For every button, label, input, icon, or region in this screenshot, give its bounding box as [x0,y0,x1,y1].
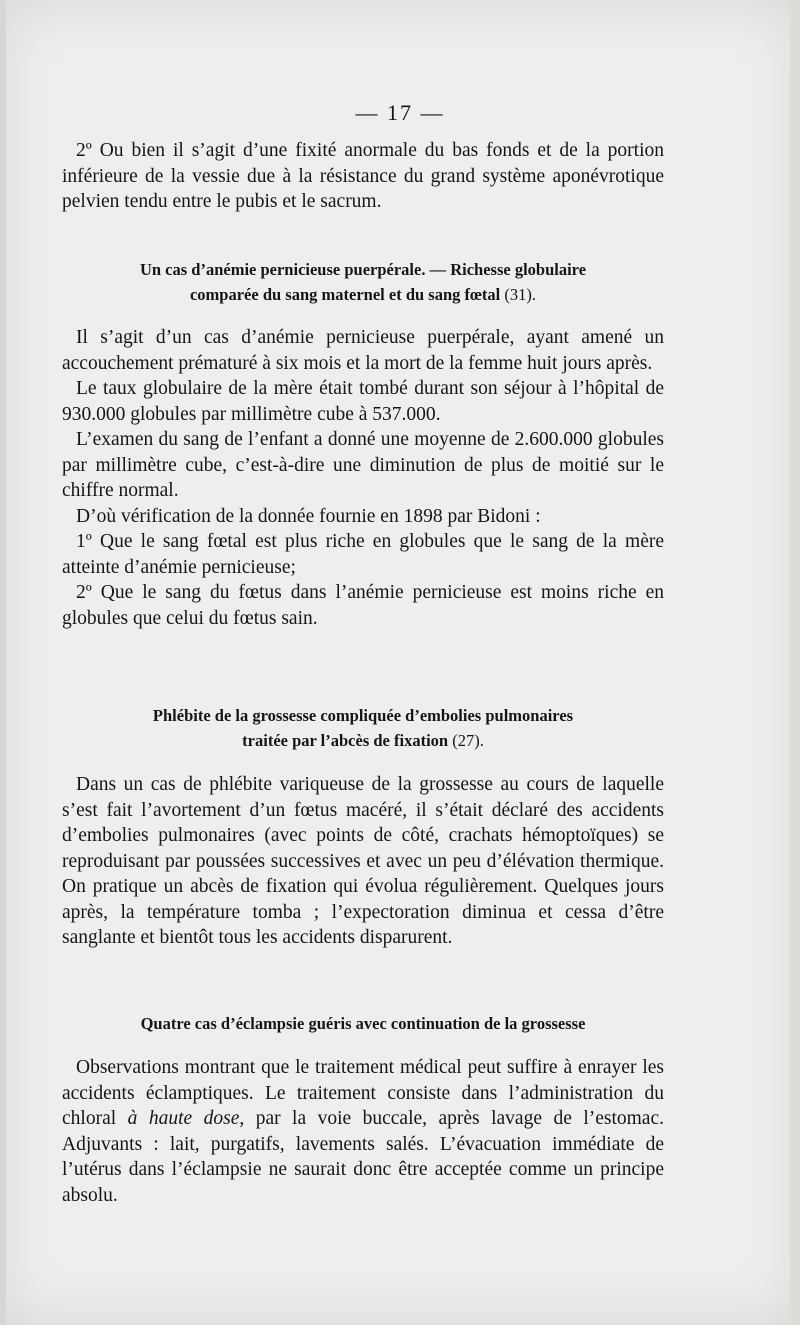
body-paragraph: Dans un cas de phlébite variqueuse de la grossesse au cours de laquelle s’est fait l’avortement d’un fœtus macéré, il s’était déclaré des accidents d’embolies pulmonaires (avec points de côté, crachats hémoptoïques) se reproduisant par poussées successives et avec un peu d’élévation thermique. On pratique un abcès de fixation qui évolua régulièrement. Quelques jours après, la température tomba ; l’expectoration diminua et cessa d’être sanglante et bientôt tous les accidents disparurent. [62,774,664,948]
body-paragraph: 1º Que le sang fœtal est plus riche en globules que le sang de la mère atteinte d’anémie pernicieuse; [62,531,664,578]
section-title-line: Phlébite de la grossesse compliquée d’embolies pulmonaires [152,706,574,725]
page-number: — 17 — [355,100,445,125]
section-title-line: Quatre cas d’éclampsie guéris avec continuation de la grossesse [140,1014,586,1033]
body-paragraph: Il s’agit d’un cas d’anémie pernicieuse puerpérale, ayant amené un accouchement prématuré à six mois et la mort de la femme huit jours après. [62,327,664,374]
reference-number: (31). [500,285,537,304]
section-phlebite-heading [62,703,664,753]
section-title-line [62,728,664,753]
page-left-edge [0,0,6,1325]
section-title-text: comparée du sang maternel et du sang fœtal [189,285,501,304]
section-title-line: Un cas d’anémie pernicieuse puerpérale. — Richesse globulaire [139,260,587,279]
reference-number: (27). [448,731,484,750]
section-title-line [62,282,664,307]
body-text: Observations montrant que le traitement médical peut suffire à enrayer les accidents éclamptiques. Le traitement consiste dans l’administration du chloral [62,1057,664,1129]
section-eclampsie-body [62,1055,664,1208]
section-phlebite-body [62,772,664,951]
body-paragraph: D’où vérification de la donnée fournie en 1898 par Bidoni : [76,505,541,527]
section-eclampsie-heading [62,1011,664,1036]
intro-block [62,138,664,215]
section-anemie-body [62,325,664,631]
page-right-edge [790,0,800,1325]
body-paragraph: 2º Que le sang du fœtus dans l’anémie pernicieuse est moins riche en globules que celui du fœtus sain. [62,582,664,629]
body-paragraph [62,1055,664,1208]
body-paragraph: Le taux globulaire de la mère était tombé durant son séjour à l’hôpital de 930.000 globules par millimètre cube à 537.000. [62,378,664,425]
intro-paragraph: 2º Ou bien il s’agit d’une fixité anormale du bas fonds et de la portion inférieure de la vessie due à la résistance du grand système aponévrotique pelvien tendu entre le pubis et le sacrum. [62,140,664,212]
section-anemie-heading [62,257,664,307]
body-text: par la voie buccale, après lavage de l’estomac. Adjuvants : lait, purgatifs, lavements salés. L’évacuation immédiate de l’utérus dans l’éclampsie ne saurait donc être acceptée comme un principe absolu. [62,1108,664,1206]
italic-text: à haute dose, [127,1108,245,1129]
body-paragraph: L’examen du sang de l’enfant a donné une moyenne de 2.600.000 globules par millimètre cube, c’est-à-dire une diminution de plus de moitié sur le chiffre normal. [62,429,664,501]
section-title-text: traitée par l’abcès de fixation [242,731,449,750]
